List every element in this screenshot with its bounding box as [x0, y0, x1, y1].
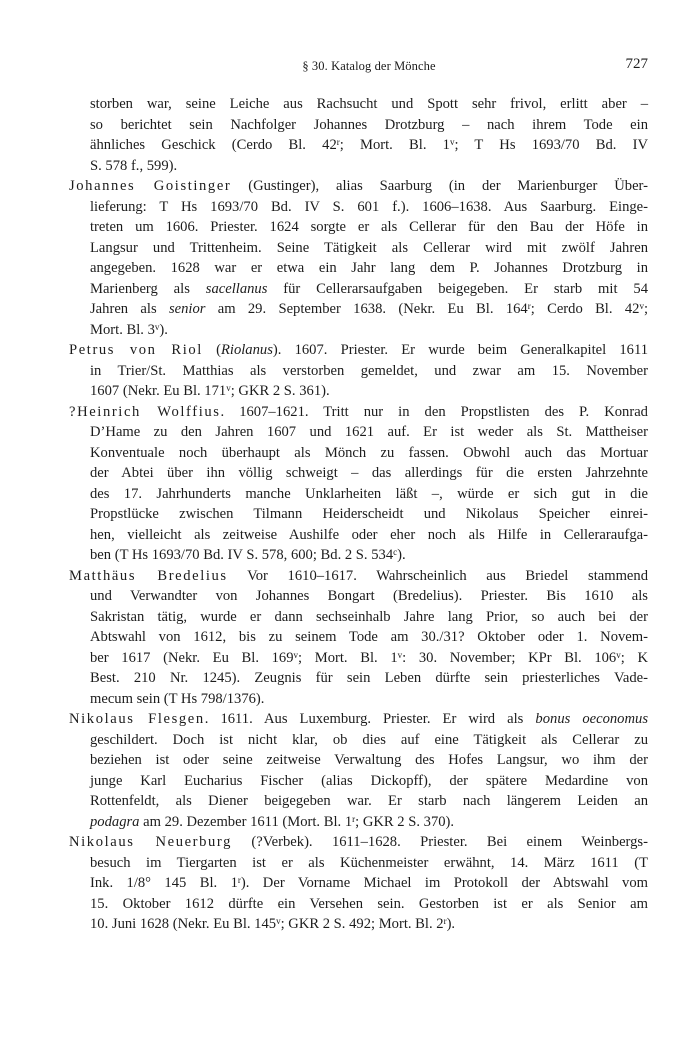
text-line [90, 771, 648, 792]
text-run: Mort. Bl. 3 [90, 321, 155, 338]
text-run: ). Der Vorname Michael im Protokoll der Abtswahl vom [240, 875, 648, 891]
text-line [90, 299, 648, 320]
superscript: r [237, 875, 241, 885]
text-run: S. 578 f., 599). [90, 157, 178, 174]
text-line [90, 668, 648, 689]
text-line [90, 873, 648, 894]
text-run: 10. Juni 1628 (Nekr. Eu Bl. 145 [90, 916, 277, 932]
italic-term: senior [168, 301, 206, 317]
text-line [90, 894, 648, 915]
text-run: Konventuale noch überhaupt als Mönch zu fassen. Obwohl auch das Mortuar [90, 444, 648, 461]
superscript: v [616, 649, 621, 660]
text-run: . 1611. Aus Luxemburg. Priester. Er wird als [204, 711, 536, 727]
text-run: ; GKR 2 S. 361). [230, 383, 330, 399]
text-run: : 30. November; KPr Bl. 106 [402, 649, 617, 666]
text-run: ; Mort. Bl. 1 [298, 649, 398, 666]
monk-name: Nikolaus Neuerburg [69, 834, 233, 850]
superscript: r [443, 916, 447, 926]
text-run: am 29. September 1638. (Nekr. Eu Bl. 164 [205, 301, 528, 317]
text-run: Langsur und Trittenheim. Seine Tätigkeit als Cellerar wird mit zwölf Jahren [90, 239, 648, 256]
entry-first-line [69, 402, 648, 423]
text-run: ähnliches Geschick (Cerdo Bl. 42 [90, 137, 337, 153]
text-line [90, 791, 648, 812]
text-run: 1607 (Nekr. Eu Bl. 171 [90, 383, 227, 399]
text-run: Rottenfeldt, als Diener beigegeben war. Er starb nach längerem Leiden an [90, 793, 648, 809]
text-run: ; Mort. Bl. 1 [339, 137, 450, 153]
superscript: r [527, 301, 531, 311]
text-run: Jahren als [90, 301, 169, 317]
text-run: Ink. 1/8° 145 Bl. 1 [90, 875, 238, 891]
entry-first-line [69, 340, 648, 361]
text-line [90, 914, 648, 935]
page-number: 727 [625, 56, 648, 72]
text-run: ). [397, 547, 406, 563]
text-line [90, 812, 648, 833]
text-run: Vor 1610–1617. Wahrscheinlich aus Briedel stammend [227, 567, 648, 584]
text-run: (?Verbek). 1611–1628. Priester. Bei einem Weinbergs- [232, 834, 648, 850]
text-line [90, 258, 648, 279]
text-line [90, 463, 648, 484]
text-run: ). [159, 321, 168, 338]
superscript: v [639, 301, 644, 311]
text-run: ). 1607. Priester. Er wurde beim Generalkapitel 1611 [272, 342, 648, 358]
text-run: ; T Hs 1693/70 Bd. IV [454, 137, 648, 153]
text-line [90, 525, 648, 546]
text-run: hen, vielleicht als zeitweise Aushilfe oder eher noch als Hilfe in Celleraraufga- [90, 526, 648, 543]
text-run: ber 1617 (Nekr. Eu Bl. 169 [90, 649, 294, 666]
text-run: treten um 1606. Priester. 1624 sorgte er als Cellerar für den Bau der Höfe in [90, 219, 648, 235]
text-run: ; GKR 2 S. 370). [355, 813, 455, 830]
superscript: v [397, 649, 403, 660]
text-run: mecum sein (T Hs 798/1376). [90, 690, 265, 707]
text-line [90, 217, 648, 238]
text-line [90, 320, 648, 341]
text-run: ( [202, 342, 221, 358]
text-run: angegeben. 1628 war er etwa ein Jahr lang dem P. Johannes Drotzburg in [90, 260, 648, 276]
entry-first-line [69, 709, 648, 730]
text-run: ; K [620, 649, 648, 666]
text-run: der Abtei über ihn völlig schweigt – das allerdings für die ersten Jahrzehnte [90, 465, 648, 481]
text-run: lieferung: T Hs 1693/70 Bd. IV S. 601 f.). 1606–1638. Aus Saarburg. Einge- [90, 198, 648, 215]
text-run: am 29. Dezember 1611 (Mort. Bl. 1 [139, 813, 353, 830]
text-line [90, 484, 648, 505]
text-line [90, 586, 648, 607]
text-line [90, 443, 648, 464]
text-line [90, 730, 648, 751]
text-line [90, 279, 648, 300]
superscript: r [336, 137, 340, 147]
superscript: c [393, 547, 398, 557]
text-line [90, 422, 648, 443]
superscript: v [226, 383, 231, 393]
monk-name: Johannes Goistinger [69, 178, 232, 194]
text-run: Abtswahl von 1612, bis zu seinem Tode am 30./31? Oktober oder 1. Novem- [90, 629, 648, 645]
text-run: und Verwandter von Johannes Bongart (Bredelius). Priester. Bis 1610 als [90, 588, 648, 604]
text-run: für Cellerarsaufgaben beigegeben. Er starb mit 54 [267, 280, 648, 297]
text-run: 15. Oktober 1612 dürfte ein Versehen sein. Gestorben ist er als Senior am [90, 895, 648, 912]
text-run: ; Cerdo Bl. 42 [530, 301, 640, 317]
text-line [90, 238, 648, 259]
text-run: des 17. Jahrhunderts manche Unklarheiten läßt –, würde er sich gut in die [90, 485, 648, 502]
text-line [90, 381, 648, 402]
text-run: ben (T Hs 1693/70 Bd. IV S. 578, 600; Bd. 2 S. 534 [90, 547, 394, 563]
entry-first-line [69, 176, 648, 197]
superscript: r [352, 813, 356, 824]
text-line [90, 750, 648, 771]
text-run: storben war, seine Leiche aus Rachsucht und Spott sehr frivol, erlitt aber – [90, 96, 648, 112]
superscript: v [276, 916, 281, 926]
text-run: Marienberg als [90, 280, 206, 297]
text-line [90, 94, 648, 115]
text-run: . 1607–1621. Tritt nur in den Propstlisten des P. Konrad [220, 403, 648, 420]
text-line [90, 607, 648, 628]
superscript: v [154, 321, 160, 332]
italic-term: sacellanus [205, 280, 268, 297]
text-line [90, 627, 648, 648]
text-run: ; [643, 301, 648, 317]
text-run: ; GKR 2 S. 492; Mort. Bl. 2 [280, 916, 444, 932]
monk-name: Nikolaus Flesgen [69, 711, 205, 727]
text-run: junge Karl Eucharius Fischer (alias Dickopff), der spätere Medardine von [90, 772, 648, 789]
text-run: in Trier/St. Matthias als verstorben gemeldet, und zwar am 15. November [90, 362, 648, 379]
entry-first-line [69, 832, 648, 853]
text-line [90, 156, 648, 177]
text-line [90, 545, 648, 566]
text-run: Propstlücke zwischen Tilmann Heiderscheidt und Nikolaus Speicher einrei- [90, 506, 648, 522]
italic-term: bonus oeconomus [535, 711, 648, 727]
text-run: (Gustinger), alias Saarburg (in der Marienburger Über- [231, 178, 648, 194]
text-run: beziehen ist oder seine zeitweise Verwaltung des Hofes Langsur, wo ihm der [90, 752, 648, 768]
text-line [90, 361, 648, 382]
italic-term: Riolanus [220, 342, 273, 358]
entry-first-line [69, 566, 648, 587]
text-line [90, 115, 648, 136]
text-run: Sakristan tätig, wurde er dann sechseinhalb Jahre lang Prior, so auch bei der [90, 608, 648, 625]
text-line [90, 135, 648, 156]
text-run: so berichtet sein Nachfolger Johannes Drotzburg – nach ihrem Tode ein [90, 116, 648, 133]
running-head-title: § 30. Katalog der Mönche [302, 59, 436, 73]
superscript: v [293, 649, 299, 660]
monk-name: Matthäus Bredelius [69, 567, 228, 584]
text-run: Best. 210 Nr. 1245). Zeugnis für sein Leben dürfte sein priesterliches Vade- [90, 670, 648, 686]
running-head [90, 56, 648, 76]
monk-name: ?Heinrich Wolffius [69, 403, 221, 420]
text-run: geschildert. Doch ist nicht klar, ob dies auf eine Tätigkeit als Cellerar zu [90, 731, 648, 748]
italic-term: podagra [90, 813, 140, 830]
text-line [90, 853, 648, 874]
text-line [90, 689, 648, 710]
text-run: besuch im Tiergarten ist er als Küchenmeister erwähnt, 14. März 1611 (T [90, 854, 648, 871]
catalog-text [69, 94, 648, 935]
superscript: v [449, 137, 455, 147]
text-line [90, 504, 648, 525]
text-run: D’Hame zu den Jahren 1607 und 1621 auf. Er ist weder als St. Mattheiser [90, 424, 648, 440]
text-run: ). [446, 916, 456, 932]
monk-name: Petrus von Riol [69, 342, 203, 358]
text-line [90, 648, 648, 669]
text-line [90, 197, 648, 218]
